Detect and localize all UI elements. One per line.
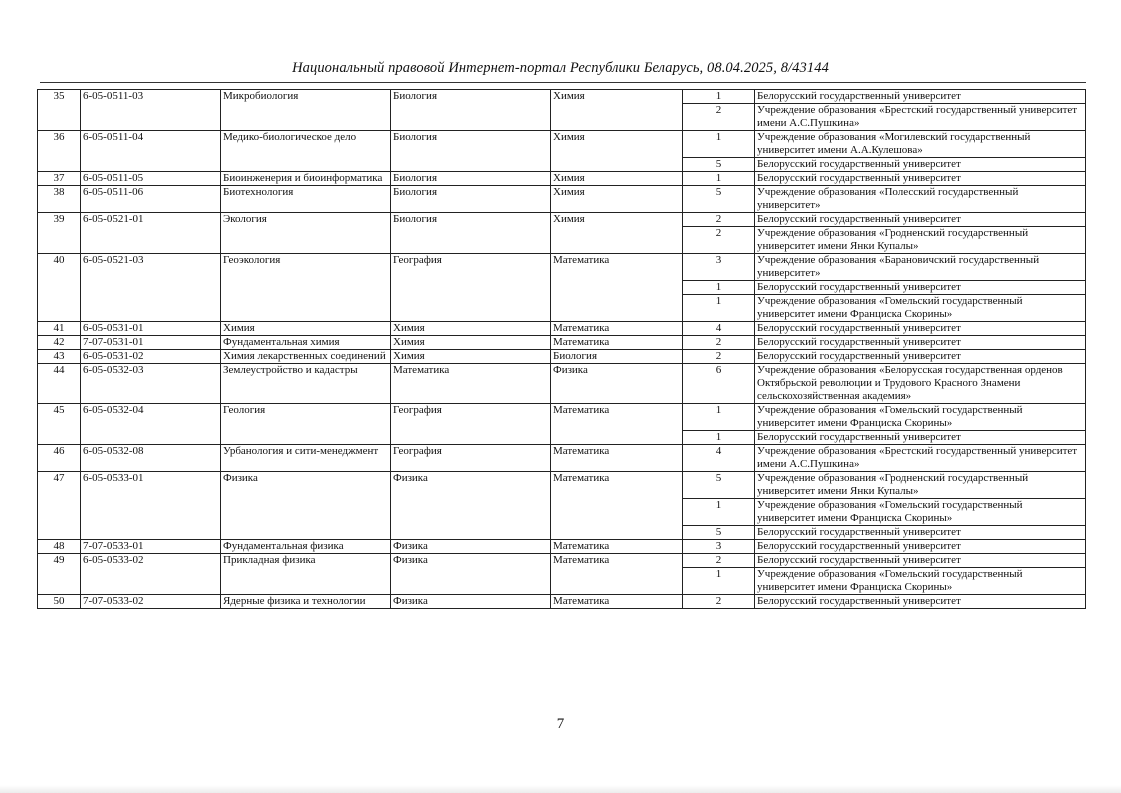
university-cell: Учреждение образования «Брестский государственный университет имени А.С.Пушкина» [755,104,1086,131]
subject-second: Химия [551,186,683,213]
specialty-code: 6-05-0532-03 [81,364,221,404]
subject-second: Химия [551,213,683,254]
specialty-code: 6-05-0533-02 [81,554,221,595]
table-row [38,350,1086,364]
subject-first: Физика [391,472,551,540]
university-cell: Белорусский государственный университет [755,431,1086,445]
specialty-code: 6-05-0511-04 [81,131,221,172]
row-number: 40 [38,254,81,322]
header-divider [40,82,1086,83]
specialty-name: Химия лекарственных соединений [221,350,391,364]
specialty-code: 6-05-0521-01 [81,213,221,254]
rank-cell: 1 [683,295,755,322]
rank-cell: 5 [683,472,755,499]
rank-cell: 1 [683,568,755,595]
rank-cell: 1 [683,90,755,104]
specialty-code: 6-05-0533-01 [81,472,221,540]
rank-cell: 1 [683,172,755,186]
university-cell: Учреждение образования «Полесский государственный университет» [755,186,1086,213]
subject-first: География [391,404,551,445]
subject-second: Математика [551,554,683,595]
subject-first: Биология [391,186,551,213]
specialty-name: Ядерные физика и технологии [221,595,391,609]
university-cell: Белорусский государственный университет [755,322,1086,336]
rank-cell: 2 [683,213,755,227]
specialty-name: Прикладная физика [221,554,391,595]
row-number: 47 [38,472,81,540]
specialty-name: Микробиология [221,90,391,131]
row-number: 37 [38,172,81,186]
specialty-name: Биотехнология [221,186,391,213]
row-number: 38 [38,186,81,213]
rank-cell: 2 [683,595,755,609]
subject-first: Биология [391,213,551,254]
specialty-code: 6-05-0531-02 [81,350,221,364]
table-row [38,254,1086,281]
table-row [38,445,1086,472]
specialty-code: 6-05-0511-03 [81,90,221,131]
subject-second: Математика [551,540,683,554]
specialty-name: Урбанология и сити-менеджмент [221,445,391,472]
table-row [38,213,1086,227]
subject-first: Физика [391,540,551,554]
subject-second: Математика [551,445,683,472]
specialty-name: Фундаментальная химия [221,336,391,350]
row-number: 42 [38,336,81,350]
subject-second: Математика [551,472,683,540]
university-cell: Учреждение образования «Гомельский государственный университет имени Франциска Скорины» [755,404,1086,431]
rank-cell: 2 [683,227,755,254]
table-row [38,322,1086,336]
university-cell: Учреждение образования «Белорусская государственная орденов Октябрьской революции и Трудового Красного Знамени сельскохозяйственная академия» [755,364,1086,404]
rank-cell: 2 [683,336,755,350]
row-number: 46 [38,445,81,472]
subject-first: Химия [391,336,551,350]
university-cell: Белорусский государственный университет [755,526,1086,540]
row-number: 41 [38,322,81,336]
specialty-code: 6-05-0532-04 [81,404,221,445]
subject-first: Химия [391,322,551,336]
subject-second: Биология [551,350,683,364]
row-number: 45 [38,404,81,445]
specialty-code: 7-07-0533-02 [81,595,221,609]
subject-second: Химия [551,131,683,172]
specialty-code: 6-05-0531-01 [81,322,221,336]
subject-first: Физика [391,554,551,595]
table-row [38,472,1086,499]
rank-cell: 1 [683,404,755,431]
table-row [38,554,1086,568]
university-cell: Учреждение образования «Могилевский государственный университет имени А.А.Кулешова» [755,131,1086,158]
subject-second: Математика [551,404,683,445]
row-number: 49 [38,554,81,595]
rank-cell: 1 [683,281,755,295]
rank-cell: 5 [683,526,755,540]
university-cell: Учреждение образования «Барановичский государственный университет» [755,254,1086,281]
university-cell: Белорусский государственный университет [755,172,1086,186]
table-row [38,172,1086,186]
university-cell: Белорусский государственный университет [755,281,1086,295]
university-cell: Белорусский государственный университет [755,336,1086,350]
table-row [38,540,1086,554]
rank-cell: 1 [683,131,755,158]
rank-cell: 1 [683,499,755,526]
row-number: 48 [38,540,81,554]
university-cell: Белорусский государственный университет [755,158,1086,172]
university-cell: Учреждение образования «Гомельский государственный университет имени Франциска Скорины» [755,295,1086,322]
university-cell: Учреждение образования «Гродненский государственный университет имени Янки Купалы» [755,472,1086,499]
rank-cell: 6 [683,364,755,404]
table-row [38,336,1086,350]
university-cell: Учреждение образования «Гомельский государственный университет имени Франциска Скорины» [755,499,1086,526]
university-cell: Учреждение образования «Гомельский государственный университет имени Франциска Скорины» [755,568,1086,595]
row-number: 39 [38,213,81,254]
rank-cell: 5 [683,158,755,172]
specialty-code: 6-05-0521-03 [81,254,221,322]
rank-cell: 4 [683,445,755,472]
subject-second: Математика [551,336,683,350]
subject-second: Математика [551,322,683,336]
specialty-code: 6-05-0532-08 [81,445,221,472]
table-row [38,131,1086,158]
rank-cell: 3 [683,540,755,554]
row-number: 50 [38,595,81,609]
document-header: Национальный правовой Интернет-портал Республики Беларусь, 08.04.2025, 8/43144 [292,60,829,76]
university-cell: Учреждение образования «Брестский государственный университет имени А.С.Пушкина» [755,445,1086,472]
subject-first: Биология [391,90,551,131]
specialty-name: Геоэкология [221,254,391,322]
subject-first: Химия [391,350,551,364]
subject-first: Физика [391,595,551,609]
specialty-name: Биоинженерия и биоинформатика [221,172,391,186]
subject-first: География [391,254,551,322]
row-number: 43 [38,350,81,364]
university-cell: Белорусский государственный университет [755,554,1086,568]
table-row [38,90,1086,104]
table-row [38,404,1086,431]
specialty-name: Медико-биологическое дело [221,131,391,172]
rank-cell: 1 [683,431,755,445]
row-number: 44 [38,364,81,404]
specialty-code: 7-07-0533-01 [81,540,221,554]
subject-first: Биология [391,172,551,186]
subject-second: Физика [551,364,683,404]
university-cell: Учреждение образования «Гродненский государственный университет имени Янки Купалы» [755,227,1086,254]
university-cell: Белорусский государственный университет [755,595,1086,609]
specialty-name: Геология [221,404,391,445]
subject-second: Математика [551,595,683,609]
rank-cell: 2 [683,350,755,364]
rank-cell: 4 [683,322,755,336]
specialty-name: Землеустройство и кадастры [221,364,391,404]
university-cell: Белорусский государственный университет [755,90,1086,104]
rank-cell: 3 [683,254,755,281]
rank-cell: 2 [683,104,755,131]
specialty-name: Фундаментальная физика [221,540,391,554]
specialties-table [37,89,1086,609]
specialty-name: Физика [221,472,391,540]
table-row [38,595,1086,609]
subject-second: Химия [551,90,683,131]
table-body [38,90,1086,609]
specialty-name: Экология [221,213,391,254]
specialty-code: 7-07-0531-01 [81,336,221,350]
university-cell: Белорусский государственный университет [755,213,1086,227]
rank-cell: 5 [683,186,755,213]
scan-bottom-edge [0,785,1121,793]
table-row [38,364,1086,404]
subject-first: Математика [391,364,551,404]
specialty-code: 6-05-0511-06 [81,186,221,213]
page-number: 7 [556,716,565,732]
subject-first: География [391,445,551,472]
row-number: 36 [38,131,81,172]
subject-second: Математика [551,254,683,322]
subject-first: Биология [391,131,551,172]
table-row [38,186,1086,213]
specialty-name: Химия [221,322,391,336]
rank-cell: 2 [683,554,755,568]
specialty-code: 6-05-0511-05 [81,172,221,186]
university-cell: Белорусский государственный университет [755,350,1086,364]
university-cell: Белорусский государственный университет [755,540,1086,554]
subject-second: Химия [551,172,683,186]
row-number: 35 [38,90,81,131]
